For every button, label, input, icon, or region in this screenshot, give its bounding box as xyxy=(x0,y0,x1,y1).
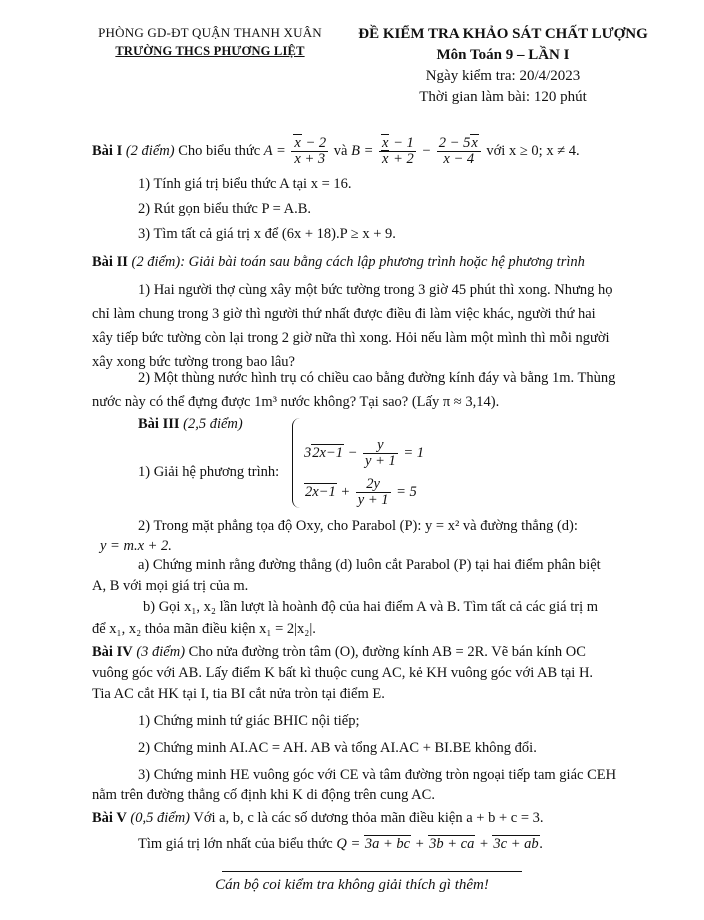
bai1-points: (2 điểm) xyxy=(125,142,175,159)
bai5-text2: Tìm giá trị lớn nhất của biểu thức xyxy=(138,836,333,852)
bai3-qa-line2: A, B với mọi giá trị của m. xyxy=(92,578,249,594)
bai4-q1: 1) Chứng minh tứ giác BHIC nội tiếp; xyxy=(138,713,360,729)
bai2-p2-line1: 2) Một thùng nước hình trụ có chiều cao bằng đường kính đáy và bằng 1m. Thùng xyxy=(138,370,616,386)
bai4-line2: vuông góc với AB. Lấy điểm K bất kì thuộc cung AC, kẻ KH vuông góc với AB tại H. xyxy=(92,665,594,681)
bai2-label: Bài II xyxy=(92,254,128,270)
bai5-label: Bài V xyxy=(92,810,127,826)
bai2-p1-line2: chỉ làm chung trong 3 giờ thì người thứ nhất được điều đi làm việc khác, người thứ hai xyxy=(92,306,596,322)
bai3-q1: 1) Giải hệ phương trình: xyxy=(138,464,280,480)
bai1-label: Bài I xyxy=(92,142,123,159)
footer-note: Cán bộ coi kiểm tra không giải thích gì thêm! xyxy=(215,877,489,893)
bai4-text1: Cho nửa đường tròn tâm (O), đường kính AB = 2R. Vẽ bán kính OC xyxy=(188,644,586,660)
bai2-p1-line1: 1) Hai người thợ cùng xây một bức tường trong 3 giờ 45 phút thì xong. Nhưng họ xyxy=(138,282,613,298)
exam-subject: Môn Toán 9 – LẦN I xyxy=(436,47,570,63)
expr-a: A = $\frac{x - 2}{x + 3}$ xyxy=(263,135,327,167)
bai1-q2: 2) Rút gọn biểu thức P = A.B. xyxy=(138,201,311,217)
bai1-intro: Cho biểu thức xyxy=(178,142,261,159)
bai3-q2-line1: 2) Trong mặt phẳng tọa độ Oxy, cho Parabol (P): y = x² và đường thẳng (d): xyxy=(138,518,578,534)
bai1-condition: với x ≥ 0; x ≠ 4. xyxy=(486,142,580,159)
bai4-q3-line1: 3) Chứng minh HE vuông góc với CE và tâm đường tròn ngoại tiếp tam giác CEH xyxy=(138,767,617,783)
expr-b: B = $\frac{x - 1}{x + 2}$ − $\frac{2 - 5x}{x - 4}$ xyxy=(351,143,486,159)
bai3-points: (2,5 điểm) xyxy=(183,416,243,432)
bai1-statement xyxy=(92,136,580,167)
bai3-heading xyxy=(138,416,243,433)
footer-divider xyxy=(222,871,522,872)
bai5-points: (0,5 điểm) xyxy=(130,810,191,826)
bai2-p1-line4: xây xong bức tường trong bao lâu? xyxy=(92,354,295,370)
bai4-points: (3 điểm) xyxy=(136,644,186,660)
bai5-text1: Với a, b, c là các số dương thỏa mãn điều kiện a + b + c = 3. xyxy=(193,810,544,826)
school-name: TRƯỜNG THCS PHƯƠNG LIỆT xyxy=(115,44,305,58)
bai4-line1 xyxy=(92,644,586,661)
bai3-q2-line2: y = m.x + 2. xyxy=(100,538,172,554)
bai2-points: (2 điểm): Giải bài toán sau bằng cách lập phương trình hoặc hệ phương trình xyxy=(131,254,585,270)
bai2-problem1 xyxy=(92,278,662,374)
bai5-line1 xyxy=(92,810,544,827)
department: PHÒNG GD-ĐT QUẬN THANH XUÂN xyxy=(98,25,322,40)
exam-title: ĐỀ KIỂM TRA KHẢO SÁT CHẤT LƯỢNG xyxy=(358,26,648,42)
system-eq2: 2x−1 + $\frac{2y}{y + 1}$ = 5 xyxy=(305,476,417,508)
header-right xyxy=(338,24,668,108)
bai4-label: Bài IV xyxy=(92,644,133,660)
system-eq1: 32x−1 − $\frac{y}{y + 1}$ = 1 xyxy=(304,437,425,469)
system-brace xyxy=(292,418,303,508)
header-left xyxy=(60,24,360,60)
bai1-q1: 1) Tính giá trị biểu thức A tại x = 16. xyxy=(138,176,352,192)
bai2-p1-line3: xây tiếp bức tường còn lại trong 2 giờ nữa thì xong. Hỏi nếu làm một mình thì mỗi người xyxy=(92,330,610,346)
bai3-label: Bài III xyxy=(138,416,180,432)
bai5-line2 xyxy=(138,836,543,853)
bai4-q2: 2) Chứng minh AI.AC = AH. AB và tổng AI.AC + BI.BE không đổi. xyxy=(138,740,537,756)
bai2-heading xyxy=(92,254,585,271)
bai2-problem2 xyxy=(92,366,662,414)
bai4-q3-line2: nằm trên đường thẳng cố định khi K di động trên cung AC. xyxy=(92,787,435,803)
exam-duration: Thời gian làm bài: 120 phút xyxy=(419,89,587,105)
bai2-p2-line2: nước này có thể đựng được 1m³ nước không? Tại sao? (Lấy π ≈ 3,14). xyxy=(92,394,500,410)
bai3-qa-line1: a) Chứng minh rằng đường thẳng (d) luôn cắt Parabol (P) tại hai điểm phân biệt xyxy=(138,557,601,573)
bai1-and: và xyxy=(333,142,348,159)
expr-q: Q = 3a + bc + 3b + ca + 3c + ab. xyxy=(336,836,544,852)
bai3-qb-line1: b) Gọi x₁, x₂ lần lượt là hoành độ của hai điểm A và B. Tìm tất cả các giá trị m xyxy=(143,599,599,615)
bai4-line3: Tia AC cắt HK tại I, tia BI cắt nửa tròn tại điểm E. xyxy=(92,686,385,702)
bai3-qb-line2: để x₁, x₂ thỏa mãn điều kiện x₁ = 2|x₂|. xyxy=(92,621,316,637)
bai1-q3: 3) Tìm tất cả giá trị x để (6x + 18).P ≥ x + 9. xyxy=(138,226,396,242)
exam-date: Ngày kiểm tra: 20/4/2023 xyxy=(425,68,581,84)
